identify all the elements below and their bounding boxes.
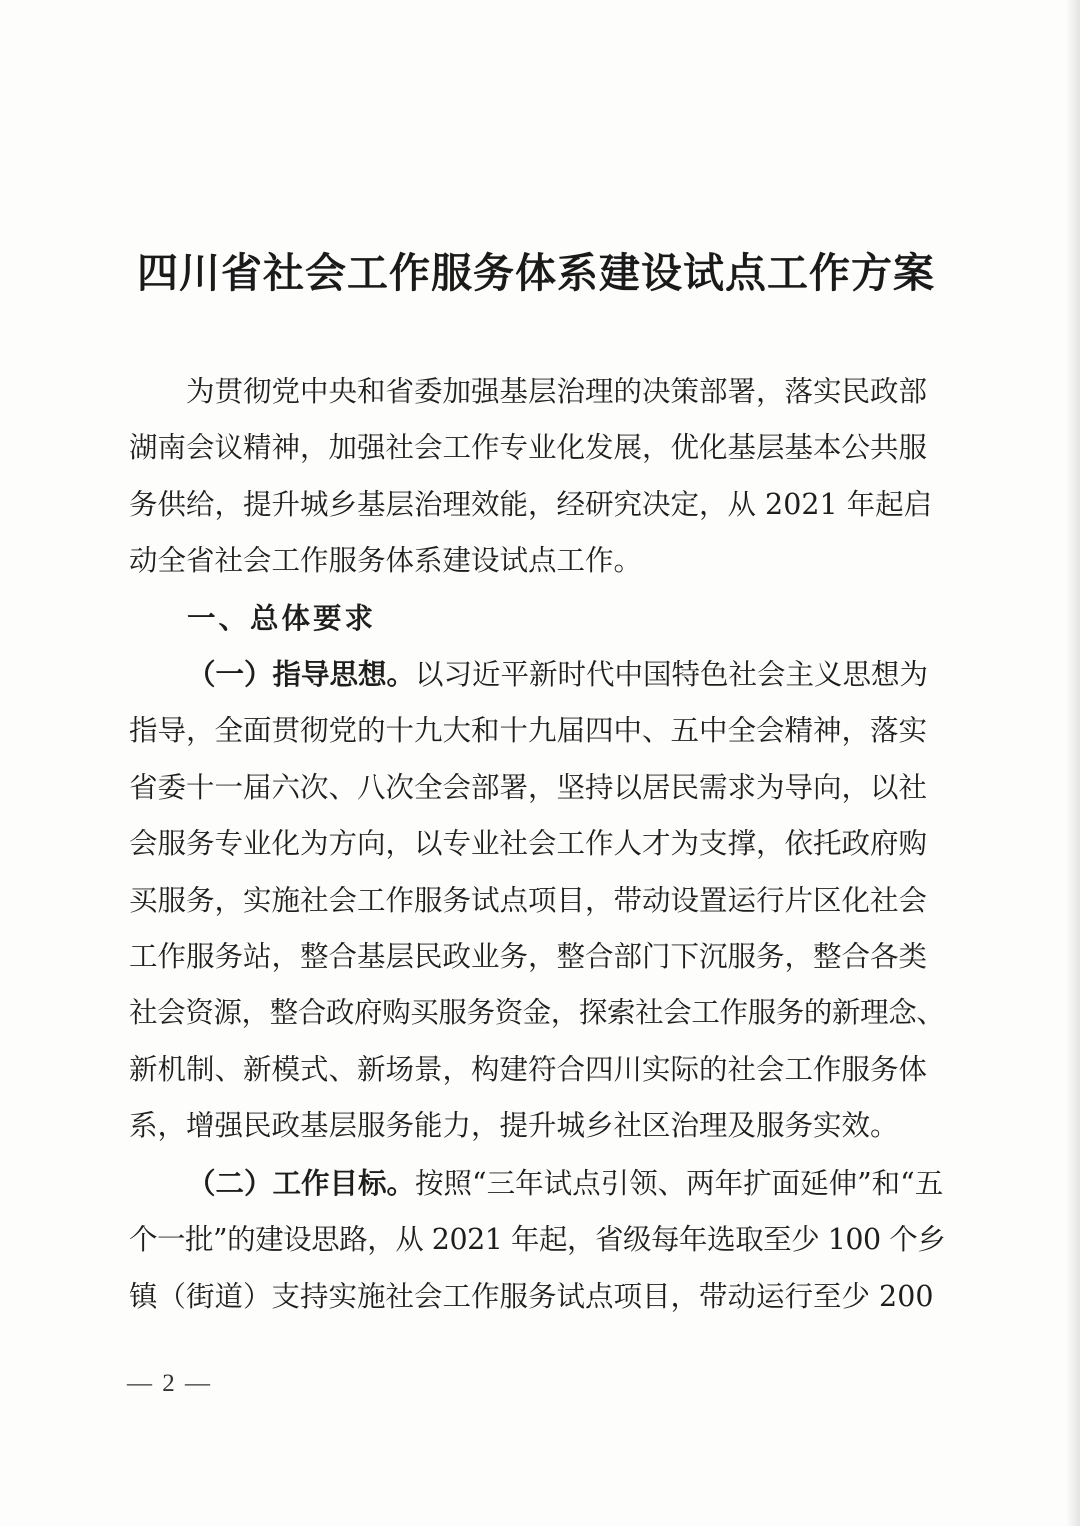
page-number: — 2 — <box>127 1370 212 1397</box>
text-line <box>129 1155 945 1212</box>
item-label: （一）指导思想。 <box>187 657 416 692</box>
text-line <box>129 646 945 703</box>
text-line: 个一批”的建设思路，从 2021 年起，省级每年选取至少 100 个乡 <box>129 1223 946 1257</box>
intro-paragraph <box>129 364 945 590</box>
text-line: 工作服务站，整合基层民政业务，整合部门下沉服务，整合各类 <box>129 940 928 974</box>
text-line: 社会资源，整合政府购买服务资金，探索社会工作服务的新理念、 <box>129 996 945 1030</box>
text-line: 动全省社会工作服务体系建设试点工作。 <box>129 544 643 578</box>
section-heading: 一、总体要求 <box>187 600 377 635</box>
text-line: 省委十一届六次、八次全会部署，坚持以居民需求为导向，以社 <box>129 770 928 804</box>
item-first-line: 以习近平新时代中国特色社会主义思想为 <box>415 658 929 692</box>
document-title: 四川省社会工作服务体系建设试点工作方案 <box>137 249 935 297</box>
guiding-thought-paragraph <box>129 646 945 1155</box>
text-line: 为贯彻党中央和省委加强基层治理的决策部署，落实民政部 <box>186 375 928 408</box>
text-line: 新机制、新模式、新场景，构建符合四川实际的社会工作服务体 <box>129 1052 928 1086</box>
text-line: 买服务，实施社会工作服务试点项目，带动设置运行片区化社会 <box>129 883 928 917</box>
text-line: 会服务专业化为方向，以专业社会工作人才为支撑，依托政府购 <box>129 827 928 861</box>
item-first-line: 按照“三年试点引领、两年扩面延伸”和“五 <box>415 1166 944 1200</box>
document-body <box>129 364 945 1325</box>
text-line: 系，增强民政基层服务能力，提升城乡社区治理及服务实效。 <box>129 1109 899 1143</box>
page-edge-shadow <box>1066 0 1080 1526</box>
work-goal-paragraph <box>129 1155 945 1325</box>
text-line: 湖南会议精神，加强社会工作专业化发展，优化基层基本公共服 <box>129 431 928 465</box>
item-label: （二）工作目标。 <box>187 1165 416 1200</box>
text-line: 指导，全面贯彻党的十九大和十九届四中、五中全会精神，落实 <box>129 714 928 748</box>
text-line: 镇（街道）支持实施社会工作服务试点项目，带动运行至少 200 <box>129 1279 934 1313</box>
text-line: 务供给，提升城乡基层治理效能，经研究决定，从 2021 年起启 <box>129 487 933 521</box>
